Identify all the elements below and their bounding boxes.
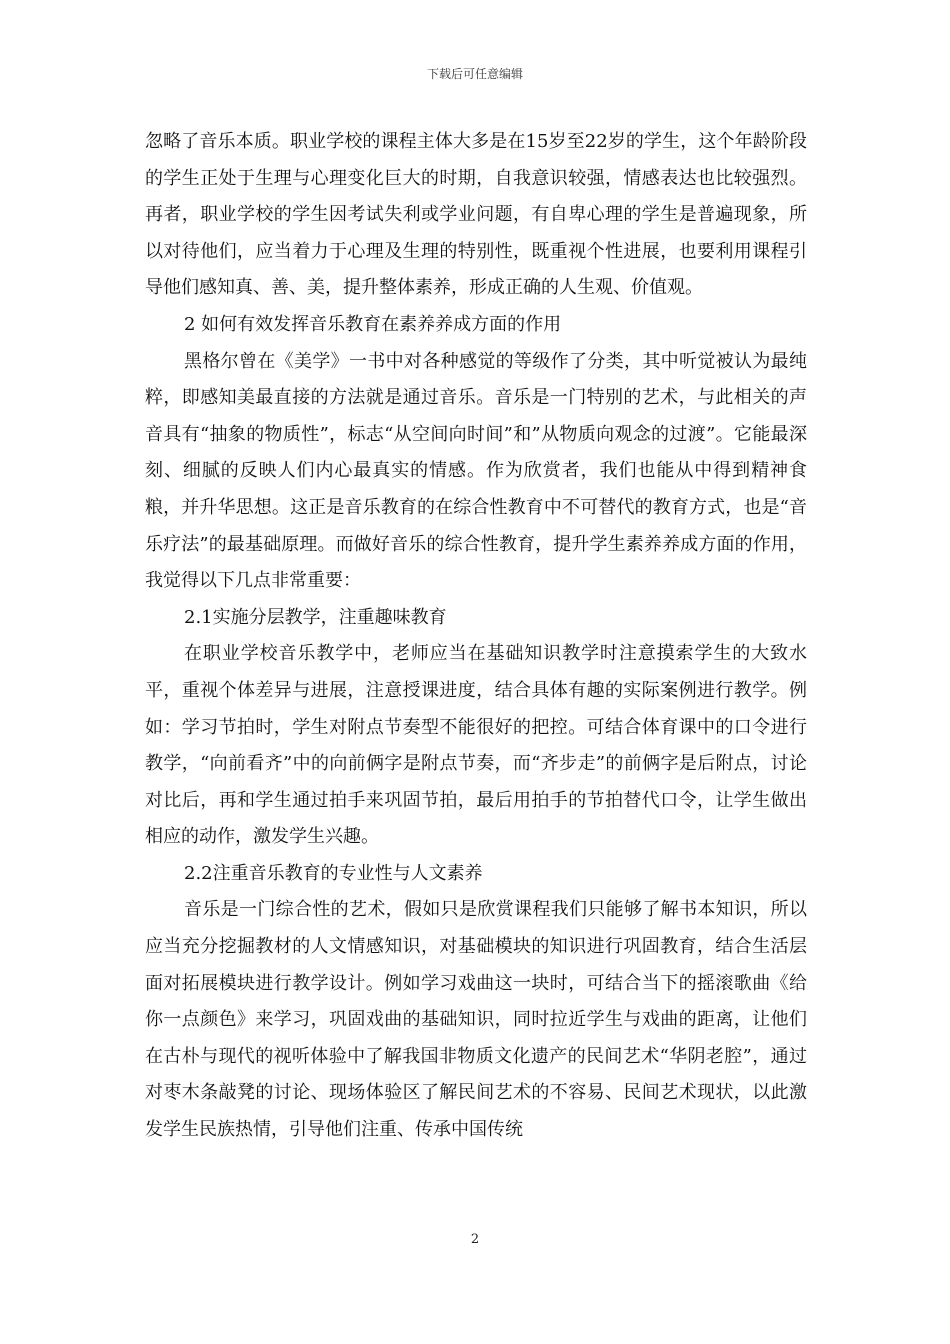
header-note: 下载后可任意编辑: [426, 67, 523, 81]
section-heading-2: 2 如何有效发挥音乐教育在素养养成方面的作用: [184, 313, 562, 335]
paragraph-continuation: 忽略了音乐本质。职业学校的课程主体大多是在15岁至22岁的学生，这个年龄阶段的学生正处于生理与心理变化巨大的时期，自我意识较强，情感表达也比较强烈。再者，职业学校的学生因考试失利或学业问题，有自卑心理的学生是普遍现象，所以对待他们，应当着力于心理及生理的特别性，既重视个性进展，也要利用课程引导他们感知真、善、美，提升整体素养，形成正确的人生观、价值观。: [145, 131, 807, 299]
paragraph-humanities: 音乐是一门综合性的艺术，假如只是欣赏课程我们只能够了解书本知识，所以应当充分挖掘教材的人文情感知识，对基础模块的知识进行巩固教育，结合生活层面对拓展模块进行教学设计。例如学习戏曲这一块时，可结合当下的摇滚歌曲《给你一点颜色》来学习，巩固戏曲的基础知识，同时拉近学生与戏曲的距离，让他们在古朴与现代的视听体验中了解我国非物质文化遗产的民间艺术“华阴老腔”，通过对枣木条敲凳的讨论、现场体验区了解民间艺术的不容易、民间艺术现状，以此激发学生民族热情，引导他们注重、传承中国传统: [145, 899, 807, 1141]
section-heading-2-2: 2.2注重音乐教育的专业性与人文素养: [184, 862, 483, 884]
paragraph-hegel: 黑格尔曾在《美学》一书中对各种感觉的等级作了分类，其中听觉被认为最纯粹，即感知美最直接的方法就是通过音乐。音乐是一门特别的艺术，与此相关的声音具有“抽象的物质性”，标志“从空间向时间”和”从物质向观念的过渡”。它能最深刻、细腻的反映人们内心最真实的情感。作为欣赏者，我们也能从中得到精神食粮，并升华思想。这正是音乐教育的在综合性教育中不可替代的教育方式，也是“音乐疗法”的最基础原理。而做好音乐的综合性教育，提升学生素养养成方面的作用，我觉得以下几点非常重要：: [145, 350, 807, 592]
paragraph-layered-teaching: 在职业学校音乐教学中，老师应当在基础知识教学时注意摸索学生的大致水平，重视个体差异与进展，注意授课进度，结合具体有趣的实际案例进行教学。例如：学习节拍时，学生对附点节奏型不能很好的把控。可结合体育课中的口令进行教学，“向前看齐”中的向前俩字是附点节奏，而“齐步走”的前俩字是后附点，讨论对比后，再和学生通过拍手来巩固节拍，最后用拍手的节拍替代口令，让学生做出相应的动作，激发学生兴趣。: [145, 643, 807, 848]
section-heading-2-1: 2.1实施分层教学，注重趣味教育: [184, 606, 447, 628]
page-number: 2: [470, 1232, 480, 1247]
document-body: [145, 124, 807, 1149]
